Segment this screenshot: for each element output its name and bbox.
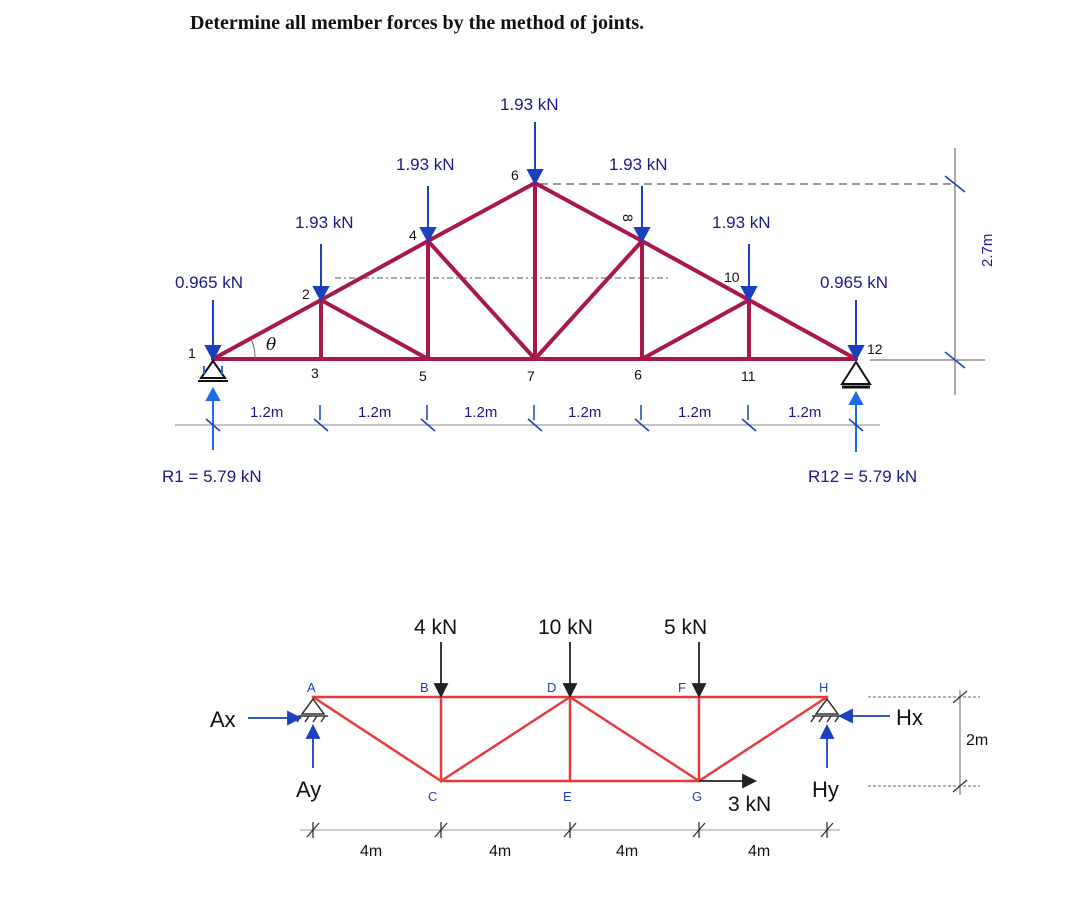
joint-label-5: 5 — [419, 368, 427, 384]
member-10-12 — [749, 300, 856, 359]
spacing-label-FH: 4m — [748, 843, 771, 860]
load-label-G: 3 kN — [728, 793, 772, 816]
reaction-arrow-Ay — [307, 726, 319, 738]
reaction-arrow-left — [207, 389, 219, 400]
joint-label-F: F — [678, 680, 686, 695]
height-label-2: 2m — [966, 732, 989, 749]
reaction-arrow-Ax — [288, 712, 300, 724]
joint-label-H: H — [819, 680, 829, 695]
height-label: 2.7m — [979, 233, 996, 267]
joint-label-10: 10 — [724, 269, 740, 285]
load-label-B: 4 kN — [414, 616, 458, 639]
member-2-5 — [321, 300, 428, 359]
joint-label-C: C — [428, 789, 438, 804]
spacing-label-5: 1.2m — [678, 404, 712, 421]
joint-label-9: 9 — [634, 367, 642, 383]
reaction-label-Ax: Ax — [210, 707, 236, 732]
reaction-arrow-Hx — [840, 710, 852, 722]
joint-label-G: G — [692, 789, 703, 804]
spacing-label-3: 1.2m — [464, 404, 498, 421]
member-6-8 — [535, 183, 642, 241]
roof-truss — [162, 95, 996, 486]
member-A-C — [313, 697, 441, 781]
load-label-12: 0.965 kN — [820, 273, 889, 292]
reaction-label-right: R12 = 5.79 kN — [808, 467, 918, 486]
reaction-label-Ay: Ay — [296, 777, 322, 802]
joint-label-7: 7 — [527, 368, 535, 384]
member-G-H — [699, 697, 827, 781]
load-arrow-D — [564, 684, 576, 696]
load-arrow-F — [693, 684, 705, 696]
joint-label-12: 12 — [867, 341, 883, 357]
spacing-label-4: 1.2m — [568, 404, 602, 421]
joint-label-A: A — [307, 680, 316, 695]
joint-label-B: B — [420, 680, 429, 695]
load-arrow-6 — [528, 170, 542, 183]
reaction-arrow-right — [850, 393, 862, 404]
angle-arc — [251, 339, 255, 359]
member-C-D — [441, 697, 570, 781]
reaction-label-Hy: Hy — [812, 777, 839, 802]
load-label-2: 1.93 kN — [295, 213, 354, 232]
load-label-10: 1.93 kN — [712, 213, 771, 232]
left-support — [198, 361, 228, 381]
support-H — [811, 699, 842, 722]
joint-label-11: 11 — [741, 368, 756, 384]
load-label-8: 1.93 kN — [609, 155, 668, 174]
load-arrow-B — [435, 684, 447, 696]
member-D-G — [570, 697, 699, 781]
spacing-label-1: 1.2m — [250, 404, 284, 421]
spacing-label-AB: 4m — [360, 843, 383, 860]
spacing-label-DF: 4m — [616, 843, 639, 860]
load-label-D: 10 kN — [538, 616, 593, 639]
right-support — [842, 362, 870, 387]
reaction-label-Hx: Hx — [896, 705, 923, 730]
reaction-arrow-Hy — [821, 726, 833, 738]
load-label-6: 1.93 kN — [500, 95, 559, 114]
joint-label-D: D — [547, 680, 557, 695]
spacing-label-6: 1.2m — [788, 404, 822, 421]
bridge-truss — [210, 616, 988, 860]
load-label-F: 5 kN — [664, 616, 708, 639]
member-4-7 — [428, 241, 535, 359]
joint-label-2: 2 — [302, 286, 310, 302]
member-2-4 — [321, 241, 428, 300]
load-label-4: 1.93 kN — [396, 155, 455, 174]
joint-label-E: E — [563, 789, 572, 804]
spacing-label-2: 1.2m — [358, 404, 392, 421]
spacing-label-BD: 4m — [489, 843, 512, 860]
joint-label-6: 6 — [511, 167, 519, 183]
load-label-1: 0.965 kN — [175, 273, 244, 292]
reaction-label-left: R1 = 5.79 kN — [162, 467, 262, 486]
joint-label-1: 1 — [188, 345, 196, 361]
angle-theta: θ — [266, 335, 277, 355]
joint-label-3: 3 — [311, 365, 319, 381]
problem-title: Determine all member forces by the method of joints. — [190, 12, 645, 34]
joint-label-4: 4 — [409, 227, 417, 243]
member-4-6 — [428, 183, 535, 241]
member-7-8 — [535, 241, 642, 359]
joint-label-8: 8 — [620, 214, 636, 222]
load-arrow-G-horizontal — [743, 775, 755, 787]
member-9-10 — [642, 300, 749, 359]
